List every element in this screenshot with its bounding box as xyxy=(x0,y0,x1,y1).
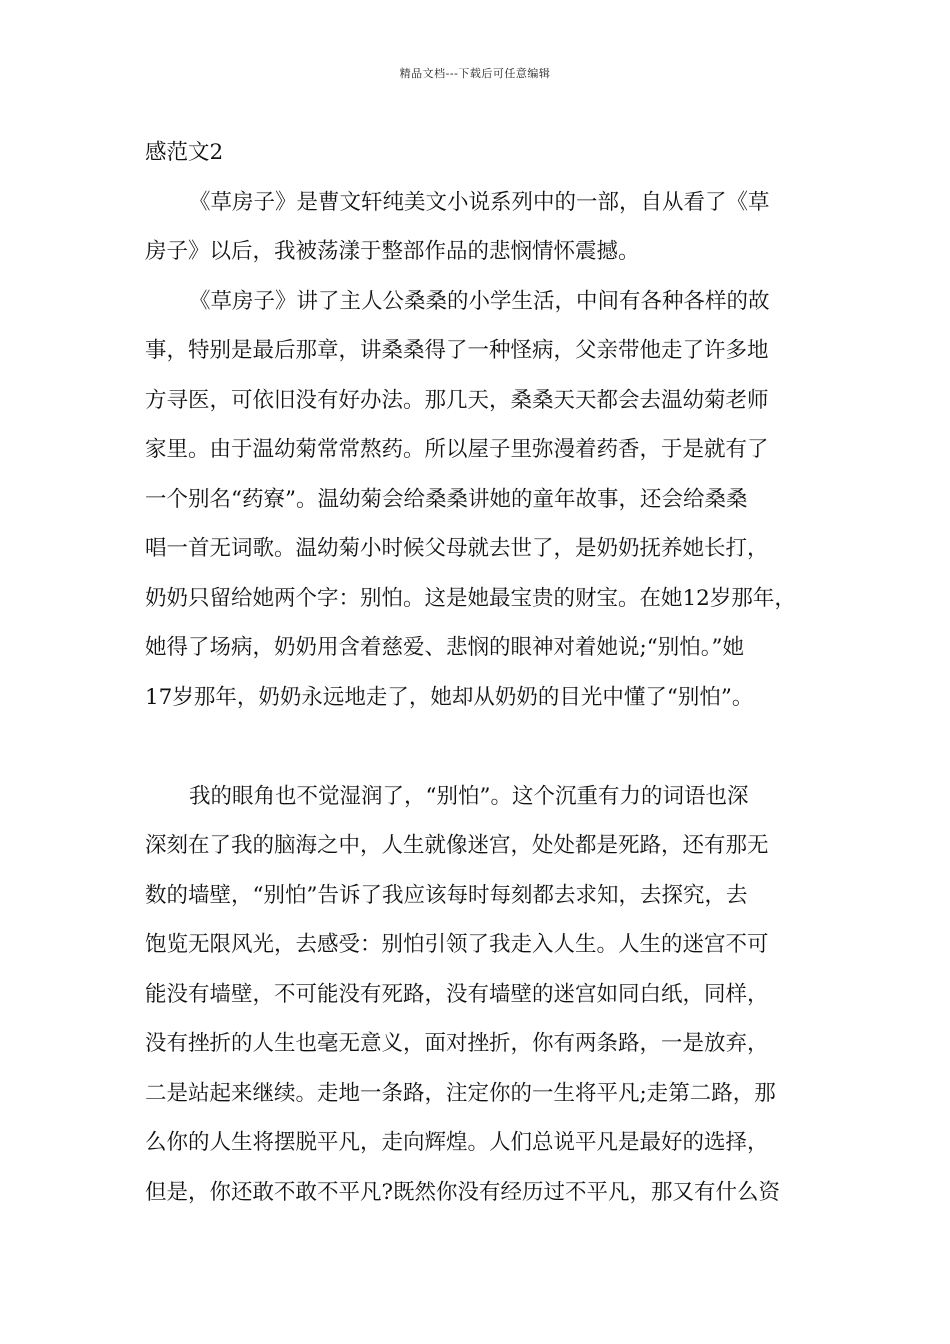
paragraph-line: 饱览无限风光，去感受：别怕引领了我走入人生。人生的迷宫不可 xyxy=(145,932,769,957)
paragraph-line: 她得了场病，奶奶用含着慈爱、悲悯的眼神对着她说;“别怕。”她 xyxy=(145,635,744,660)
paragraph-line: 唱一首无词歌。温幼菊小时候父母就去世了，是奶奶抚养她长打， xyxy=(145,536,769,561)
paragraph-line: 《草房子》是曹文轩纯美文小说系列中的一部，自从看了《草 xyxy=(189,189,770,215)
paragraph-line: 我的眼角也不觉湿润了，“别怕”。这个沉重有力的词语也深 xyxy=(189,783,749,809)
paragraph-line: 一个别名“药寮”。温幼菊会给桑桑讲她的童年故事，还会给桑桑 xyxy=(145,486,748,512)
paragraph-line: 数的墙壁，“别怕”告诉了我应该每时每刻都去求知，去探究，去 xyxy=(145,882,748,908)
paragraph-line: 但是，你还敢不敢不平凡?既然你没有经历过不平凡，那又有什么资 xyxy=(145,1179,781,1205)
section-title: 感范文2 xyxy=(145,140,224,165)
paragraph-line: 二是站起来继续。走地一条路，注定你的一生将平凡;走第二路，那 xyxy=(145,1080,776,1106)
paragraph-spacer xyxy=(145,722,835,772)
paragraph-line: 方寻医，可依旧没有好办法。那几天，桑桑天天都会去温幼菊老师 xyxy=(145,387,769,413)
document-body xyxy=(145,128,835,1217)
paragraph-line: 奶奶只留给她两个字：别怕。这是她最宝贵的财宝。在她12岁那年， xyxy=(145,585,796,611)
paragraph-line: 能没有墙壁，不可能没有死路，没有墙壁的迷宫如同白纸，同样， xyxy=(145,981,769,1007)
paragraph-line: 房子》以后，我被荡漾于整部作品的悲悯情怀震撼。 xyxy=(145,239,640,264)
paragraph-line: 么你的人生将摆脱平凡，走向辉煌。人们总说平凡是最好的选择， xyxy=(145,1130,769,1155)
page-header: 精品文档---下载后可任意编辑 xyxy=(399,67,551,80)
paragraph-line: 17岁那年，奶奶永远地走了，她却从奶奶的目光中懂了“别怕”。 xyxy=(145,684,754,710)
paragraph-line: 家里。由于温幼菊常常熬药。所以屋子里弥漫着药香，于是就有了 xyxy=(145,437,769,462)
paragraph-line: 没有挫折的人生也毫无意义，面对挫折，你有两条路，一是放弃， xyxy=(145,1031,769,1056)
paragraph-line: 深刻在了我的脑海之中，人生就像迷宫，处处都是死路，还有那无 xyxy=(145,833,769,858)
paragraph-line: 事，特别是最后那章，讲桑桑得了一种怪病，父亲带他走了许多地 xyxy=(145,338,769,363)
paragraph-line: 《草房子》讲了主人公桑桑的小学生活，中间有各种各样的故 xyxy=(189,288,770,314)
